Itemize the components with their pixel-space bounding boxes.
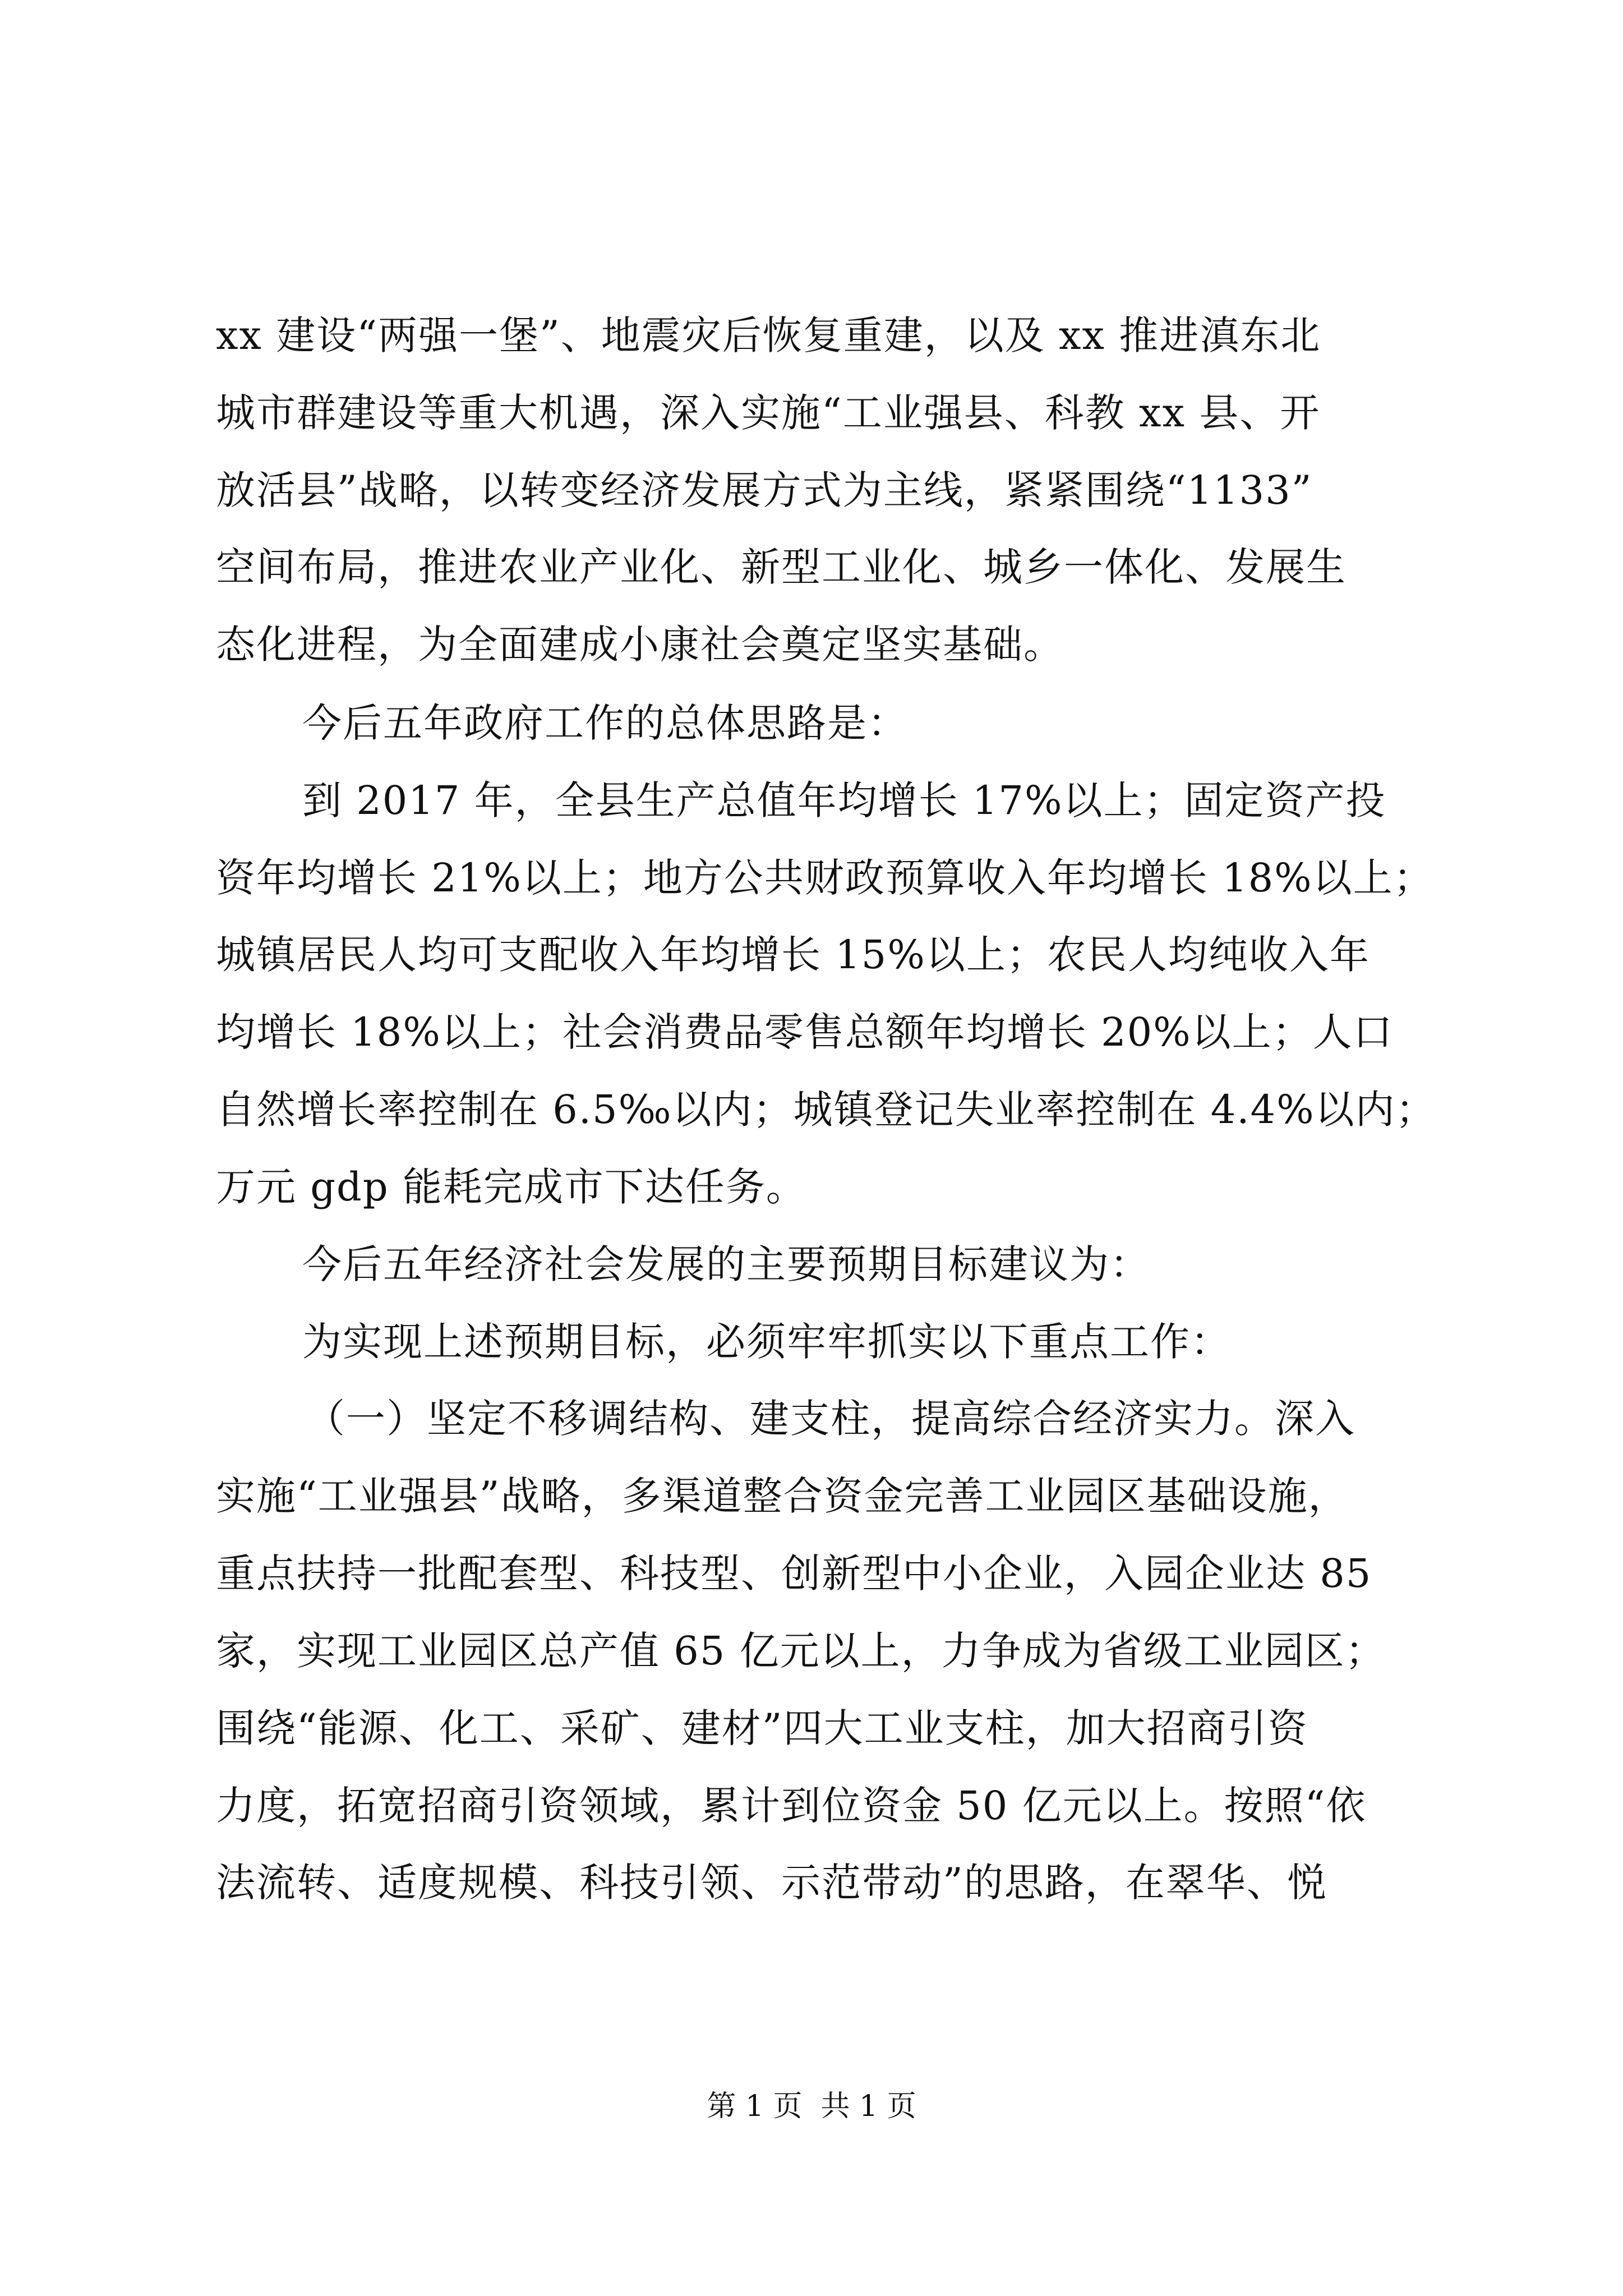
text-line-5: 态化进程，为全面建成小康社会奠定坚实基础。 [216, 622, 1064, 668]
text-line-4: 空间布局，推进农业产业化、新型工业化、城乡一体化、发展生 [216, 544, 1347, 590]
text-line-2: 城市群建设等重大机遇，深入实施“工业强县、科教 xx 县、开 [216, 390, 1321, 436]
text-line-11: 自然增长率控制在 6.5‰以内；城镇登记失业率控制在 4.4%以内； [216, 1087, 1436, 1133]
text-line-10: 均增长 18%以上；社会消费品零售总额年均增长 20%以上；人口 [216, 1009, 1394, 1055]
text-line-13: 今后五年经济社会发展的主要预期目标建议为： [302, 1241, 1150, 1287]
text-line-15: （一）坚定不移调结构、建支柱，提高综合经济实力。深入 [306, 1396, 1355, 1442]
text-line-20: 力度，拓宽招商引资领域，累计到位资金 50 亿元以上。按照“依 [216, 1783, 1367, 1829]
text-line-9: 城镇居民人均可支配收入年均增长 15%以上；农民人均纯收入年 [216, 932, 1370, 978]
text-line-6: 今后五年政府工作的总体思路是： [302, 700, 908, 746]
text-line-7: 到 2017 年，全县生产总值年均增长 17%以上；固定资产投 [302, 777, 1386, 823]
text-line-21: 法流转、适度规模、科技引领、示范带动”的思路，在翠华、悦 [216, 1860, 1327, 1906]
text-line-3: 放活县”战略，以转变经济发展方式为主线，紧紧围绕“1133” [216, 467, 1313, 513]
text-line-14: 为实现上述预期目标，必须牢牢抓实以下重点工作： [302, 1319, 1231, 1365]
text-line-12: 万元 gdp 能耗完成市下达任务。 [216, 1164, 806, 1210]
text-line-19: 围绕“能源、化工、采矿、建材”四大工业支柱，加大招商引资 [216, 1705, 1308, 1751]
page-footer: 第 1 页 共 1 页 [707, 2090, 916, 2123]
text-line-1: xx 建设“两强一堡”、地震灾后恢复重建，以及 xx 推进滇东北 [216, 312, 1321, 358]
text-line-17: 重点扶持一批配套型、科技型、创新型中小企业，入园企业达 85 [216, 1550, 1372, 1596]
text-line-18: 家，实现工业园区总产值 65 亿元以上，力争成为省级工业园区； [216, 1628, 1386, 1674]
text-line-16: 实施“工业强县”战略，多渠道整合资金完善工业园区基础设施， [216, 1473, 1349, 1519]
text-line-8: 资年均增长 21%以上；地方公共财政预算收入年均增长 18%以上； [216, 855, 1434, 901]
